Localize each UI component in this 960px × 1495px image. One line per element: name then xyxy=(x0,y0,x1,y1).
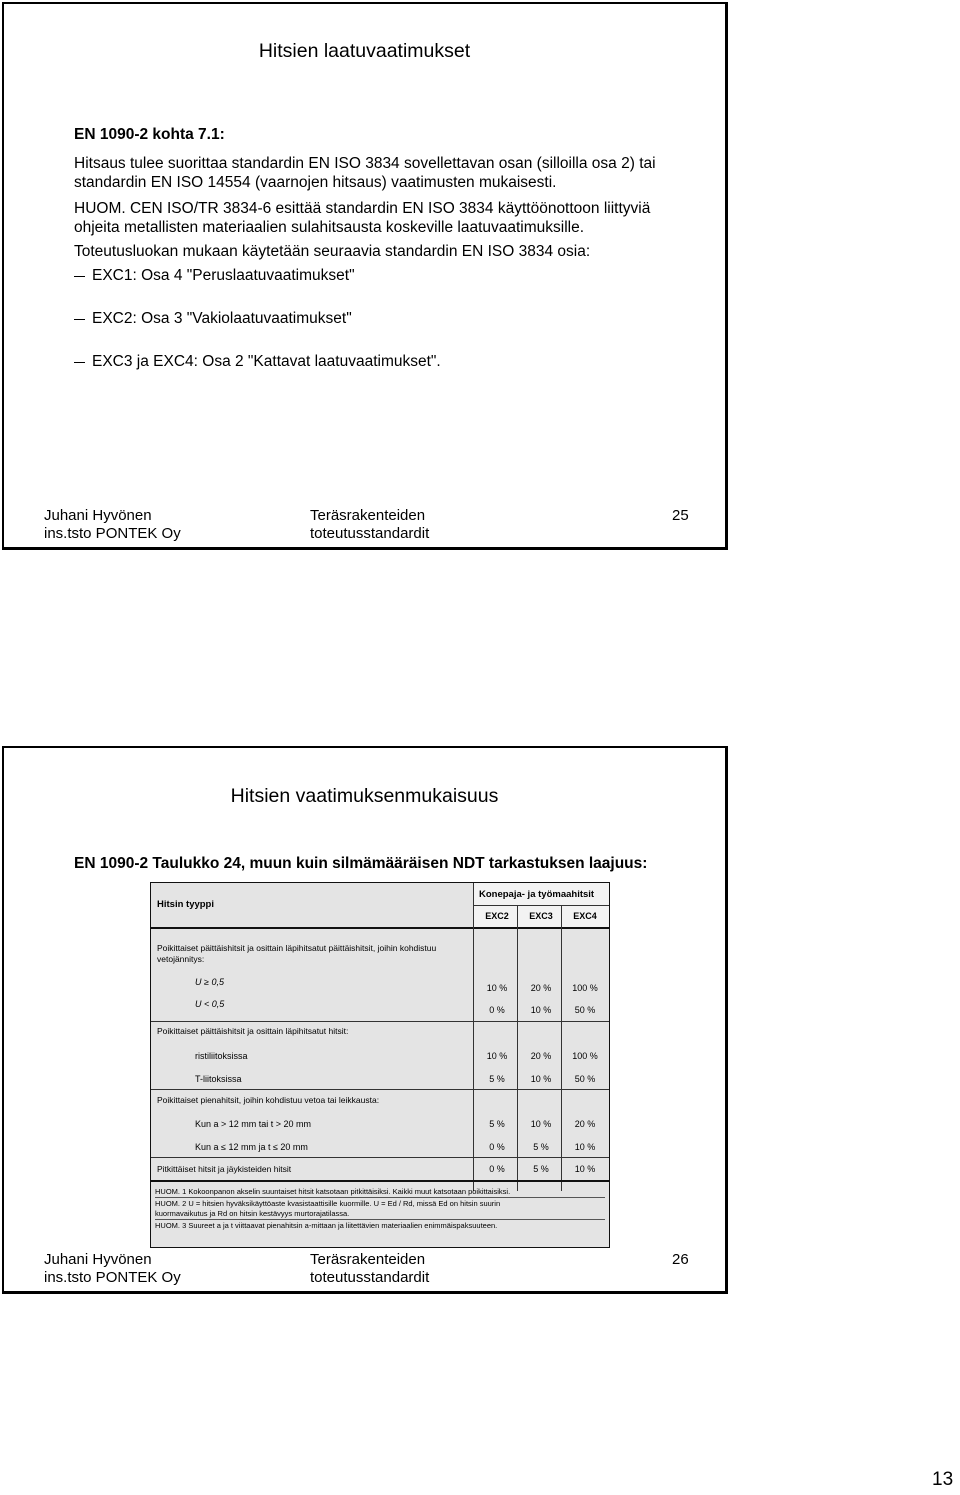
note-2-line-1: HUOM. 2 U = hitsien hyväksikäyttöaste kvasistaattisille kuormille. U = Ed / Rd, missä Ed on hitsin suurin xyxy=(155,1199,501,1209)
list-item: EXC3 ja EXC4: Osa 2 "Kattavat laatuvaatimukset". xyxy=(74,352,732,371)
footer-company: ins.tsto PONTEK Oy xyxy=(44,1269,181,1286)
slide-number: 25 xyxy=(672,507,689,524)
note-1: HUOM. 1 Kokoonpanon akselin suuntaiset hitsit katsotaan pitkittäisiksi. Kaikki muut katsotaan poikittaisiksi. xyxy=(155,1187,511,1196)
class-header: EXC4 xyxy=(573,911,597,921)
footer-author xyxy=(44,1251,181,1287)
footer-author-name: Juhani Hyvönen xyxy=(44,1251,152,1268)
table-cell: 10 % xyxy=(530,1119,552,1129)
footer-topic-line-2: toteutusstandardit xyxy=(310,525,430,542)
note-2-line-2: kuormavaikutus ja Rd on hitsin kestävyys murtorajatilassa. xyxy=(155,1208,350,1218)
note-3: HUOM. 3 Suureet a ja t viittaavat pienahitsin a-mittaan ja liitettävien materiaalien enimmäispaksuuteen. xyxy=(155,1221,498,1231)
slide-26 xyxy=(2,746,728,1294)
table-cell: 10 % xyxy=(530,1005,552,1015)
table-cell: 10 % xyxy=(486,1051,508,1061)
class-header: EXC2 xyxy=(485,911,509,921)
section-heading: EN 1090-2 Taulukko 24, muun kuin silmämääräisen NDT tarkastuksen laajuus: xyxy=(74,855,648,872)
row-label: ristiliitoksissa xyxy=(195,1051,248,1061)
row-label: Kun a ≤ 12 mm ja t ≤ 20 mm xyxy=(195,1142,308,1152)
table-cell: 10 % xyxy=(574,1142,596,1152)
row-label: Kun a > 12 mm tai t > 20 mm xyxy=(195,1119,312,1129)
footer-topic-line-1: Teräsrakenteiden xyxy=(310,1251,426,1268)
table-cell: 20 % xyxy=(530,1051,552,1061)
paragraph-2-line-1: HUOM. CEN ISO/TR 3834-6 esittää standardin EN ISO 3834 käyttöönottoon liittyviä xyxy=(74,200,651,217)
paragraph-1-line-2: standardin EN ISO 14554 (vaarnojen hitsaus) vaatimusten mukaisesti. xyxy=(74,174,557,191)
table-cell: 0 % xyxy=(489,1142,505,1152)
table-cell: 20 % xyxy=(574,1119,596,1129)
section-heading: EN 1090-2 kohta 7.1: xyxy=(74,126,225,143)
column-header-weld-type: Hitsin tyyppi xyxy=(157,899,215,910)
slide-number: 26 xyxy=(672,1251,689,1268)
footer-company: ins.tsto PONTEK Oy xyxy=(44,525,181,542)
table-cell: 5 % xyxy=(533,1142,549,1152)
list-item: EXC1: Osa 4 "Peruslaatuvaatimukset" xyxy=(74,266,732,285)
class-header: EXC3 xyxy=(529,911,553,921)
table-cell: 5 % xyxy=(533,1164,549,1174)
list-item: EXC2: Osa 3 "Vakiolaatuvaatimukset" xyxy=(74,309,732,328)
section-3-title: Poikittaiset pienahitsit, joihin kohdistuu vetoa tai leikkausta: xyxy=(157,1095,380,1105)
table-cell: 0 % xyxy=(489,1005,505,1015)
table-cell: 50 % xyxy=(574,1005,596,1015)
row-label: U < 0,5 xyxy=(195,999,225,1009)
slide-title: Hitsien laatuvaatimukset xyxy=(258,40,471,62)
row-label: U ≥ 0,5 xyxy=(195,977,224,987)
table-cell: 5 % xyxy=(489,1074,505,1084)
ndt-extent-table xyxy=(150,882,610,1248)
slide-25 xyxy=(2,2,728,550)
paragraph-1 xyxy=(74,154,714,192)
table-notes xyxy=(155,1187,605,1231)
footer-author-name: Juhani Hyvönen xyxy=(44,507,152,524)
footer-topic-line-1: Teräsrakenteiden xyxy=(310,507,426,524)
paragraph-2 xyxy=(74,199,714,237)
section-1-title xyxy=(157,943,436,965)
footer-topic-line-2: toteutusstandardit xyxy=(310,1269,430,1286)
table-cell: 10 % xyxy=(530,1074,552,1084)
section-1-title-line-2: vetojännitys: xyxy=(157,954,205,964)
section-1-title-line-1: Poikittaiset päittäishitsit ja osittain läpihitsatut päittäishitsit, joihin kohdistuu xyxy=(157,943,437,953)
paragraph-2-line-2: ohjeita metallisten materiaalien sulahitsausta koskeville laatuvaatimuksille. xyxy=(74,219,585,236)
paragraph-3: Toteutusluokan mukaan käytetään seuraavia standardin EN ISO 3834 osia: xyxy=(74,243,591,260)
row-label: Pitkittäiset hitsit ja jäykisteiden hitsit xyxy=(157,1164,292,1174)
group-header: Konepaja- ja työmaahitsit xyxy=(479,889,595,900)
slide-title: Hitsien vaatimuksenmukaisuus xyxy=(230,785,499,807)
footer-author xyxy=(44,507,181,543)
footer-topic xyxy=(310,1251,429,1287)
table-cell: 0 % xyxy=(489,1164,505,1174)
sheet-page-number: 13 xyxy=(932,1469,954,1490)
row-label: T-liitoksissa xyxy=(195,1074,242,1084)
table-cell: 10 % xyxy=(486,983,508,993)
table-cell: 5 % xyxy=(489,1119,505,1129)
table-cell: 10 % xyxy=(574,1164,596,1174)
paragraph-1-line-1: Hitsaus tulee suorittaa standardin EN ISO 3834 sovellettavan osan (silloilla osa 2) tai xyxy=(74,155,656,172)
table-cell: 100 % xyxy=(572,1051,598,1061)
table-cell: 50 % xyxy=(574,1074,596,1084)
section-2-title: Poikittaiset päittäishitsit ja osittain läpihitsatut hitsit: xyxy=(157,1026,349,1036)
table-cell: 20 % xyxy=(530,983,552,993)
table-cell: 100 % xyxy=(572,983,598,993)
footer-topic xyxy=(310,507,429,543)
